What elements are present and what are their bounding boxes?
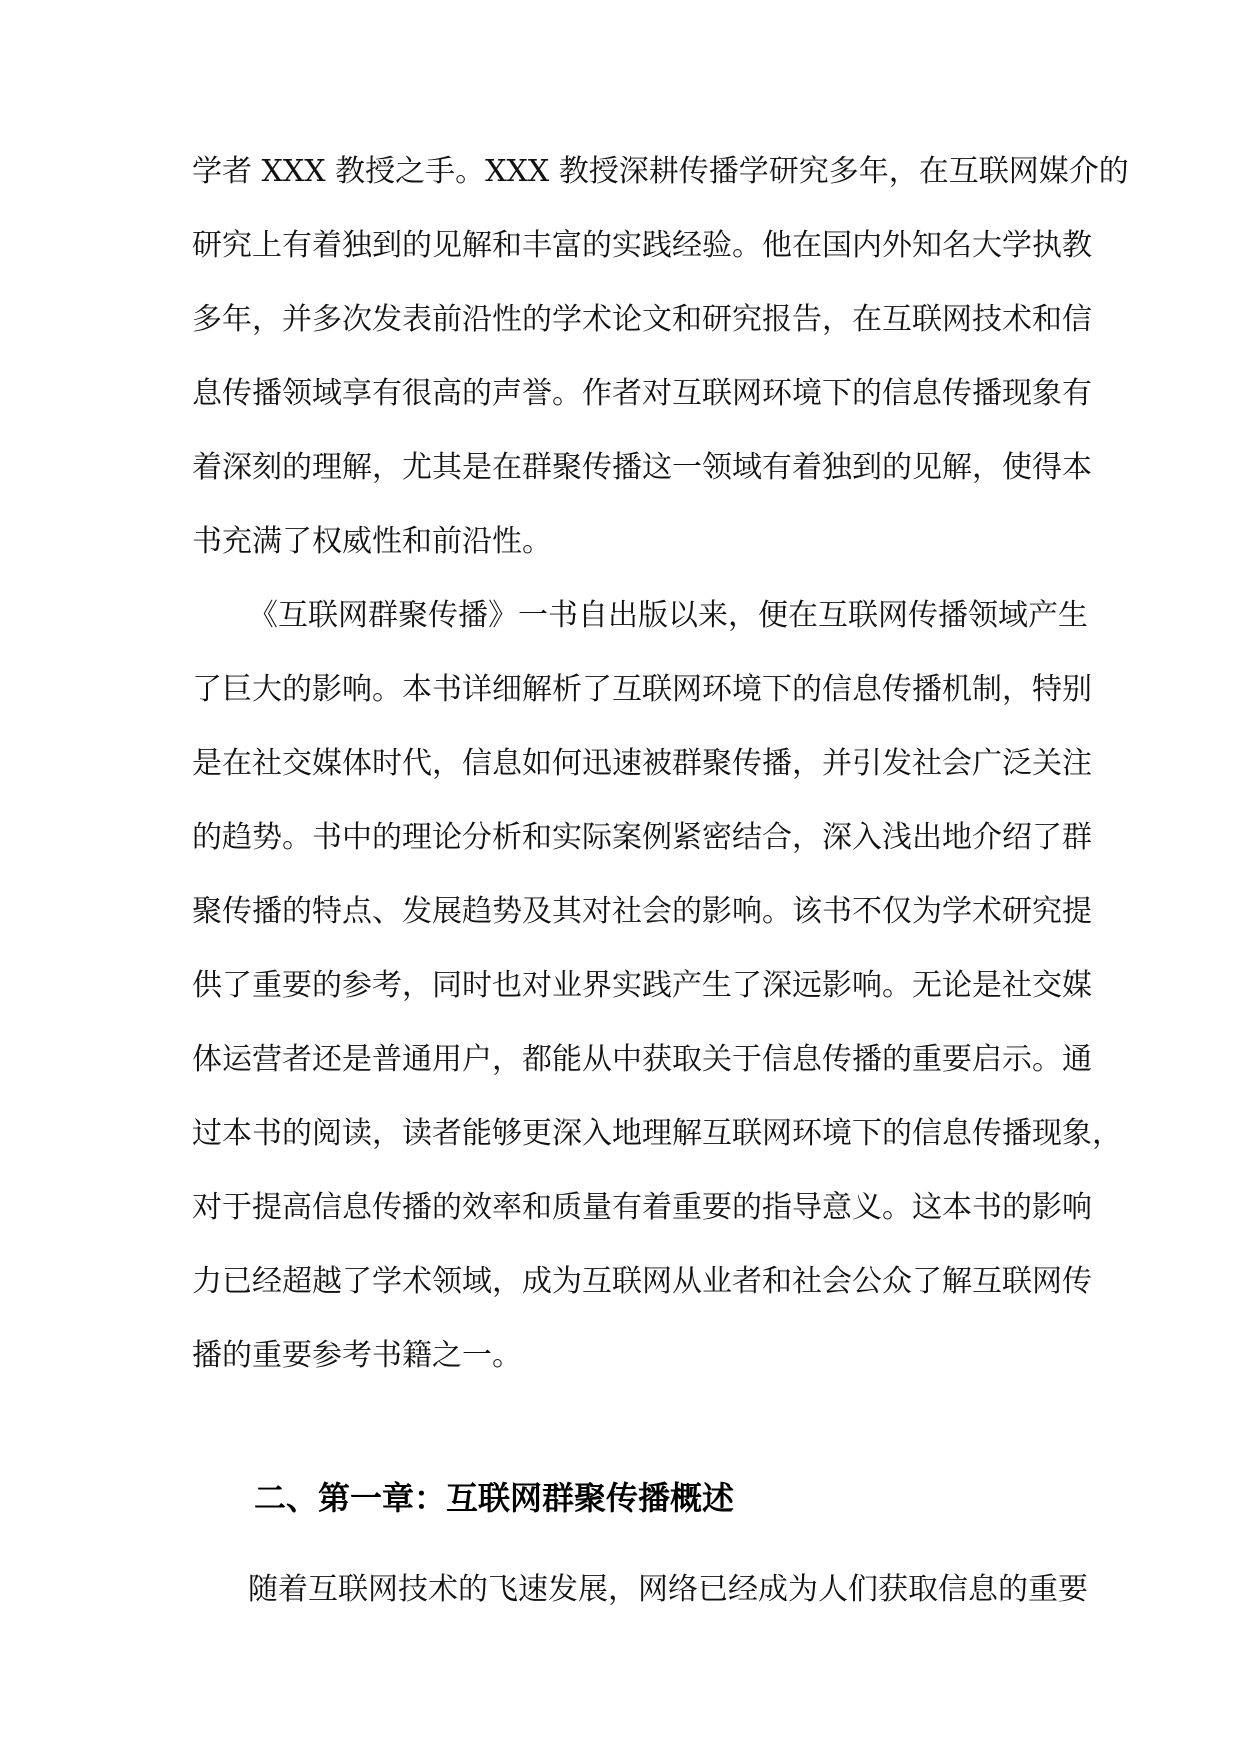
paragraph-2-line-3: 是在社交媒体时代，信息如何迅速被群聚传播，并引发社会广泛关注 bbox=[192, 746, 1092, 781]
paragraph-2-line-8: 过本书的阅读，读者能够更深入地理解互联网环境下的信息传播现象， bbox=[192, 1116, 1122, 1151]
paragraph-1-line-4: 息传播领域享有很高的声誉。作者对互联网环境下的信息传播现象有 bbox=[192, 376, 1092, 411]
paragraph-2-line-2: 了巨大的影响。本书详细解析了互联网环境下的信息传播机制，特别 bbox=[192, 672, 1092, 707]
paragraph-1-line-1: 学者 XXX 教授之手。XXX 教授深耕传播学研究多年，在互联网媒介的 bbox=[192, 154, 1129, 189]
paragraph-1-line-6: 书充满了权威性和前沿性。 bbox=[192, 524, 552, 559]
paragraph-2-line-9: 对于提高信息传播的效率和质量有着重要的指导意义。这本书的影响 bbox=[192, 1190, 1092, 1225]
paragraph-2-line-5: 聚传播的特点、发展趋势及其对社会的影响。该书不仅为学术研究提 bbox=[192, 894, 1092, 929]
paragraph-1-line-2: 研究上有着独到的见解和丰富的实践经验。他在国内外知名大学执教 bbox=[192, 228, 1092, 263]
paragraph-2-line-7: 体运营者还是普通用户，都能从中获取关于信息传播的重要启示。通 bbox=[192, 1042, 1092, 1077]
paragraph-2-line-6: 供了重要的参考，同时也对业界实践产生了深远影响。无论是社交媒 bbox=[192, 968, 1092, 1003]
section-heading: 二、第一章：互联网群聚传播概述 bbox=[254, 1479, 735, 1517]
paragraph-2-line-11: 播的重要参考书籍之一。 bbox=[192, 1338, 522, 1373]
paragraph-3-line-1: 随着互联网技术的飞速发展，网络已经成为人们获取信息的重要 bbox=[248, 1572, 1088, 1607]
paragraph-1-line-3: 多年，并多次发表前沿性的学术论文和研究报告，在互联网技术和信 bbox=[192, 302, 1092, 337]
paragraph-1-line-5: 着深刻的理解，尤其是在群聚传播这一领域有着独到的见解，使得本 bbox=[192, 450, 1092, 485]
paragraph-2-line-4: 的趋势。书中的理论分析和实际案例紧密结合，深入浅出地介绍了群 bbox=[192, 820, 1092, 855]
paragraph-2-line-1: 《互联网群聚传播》一书自出版以来，便在互联网传播领域产生 bbox=[248, 598, 1088, 633]
paragraph-2-line-10: 力已经超越了学术领域，成为互联网从业者和社会公众了解互联网传 bbox=[192, 1264, 1092, 1299]
